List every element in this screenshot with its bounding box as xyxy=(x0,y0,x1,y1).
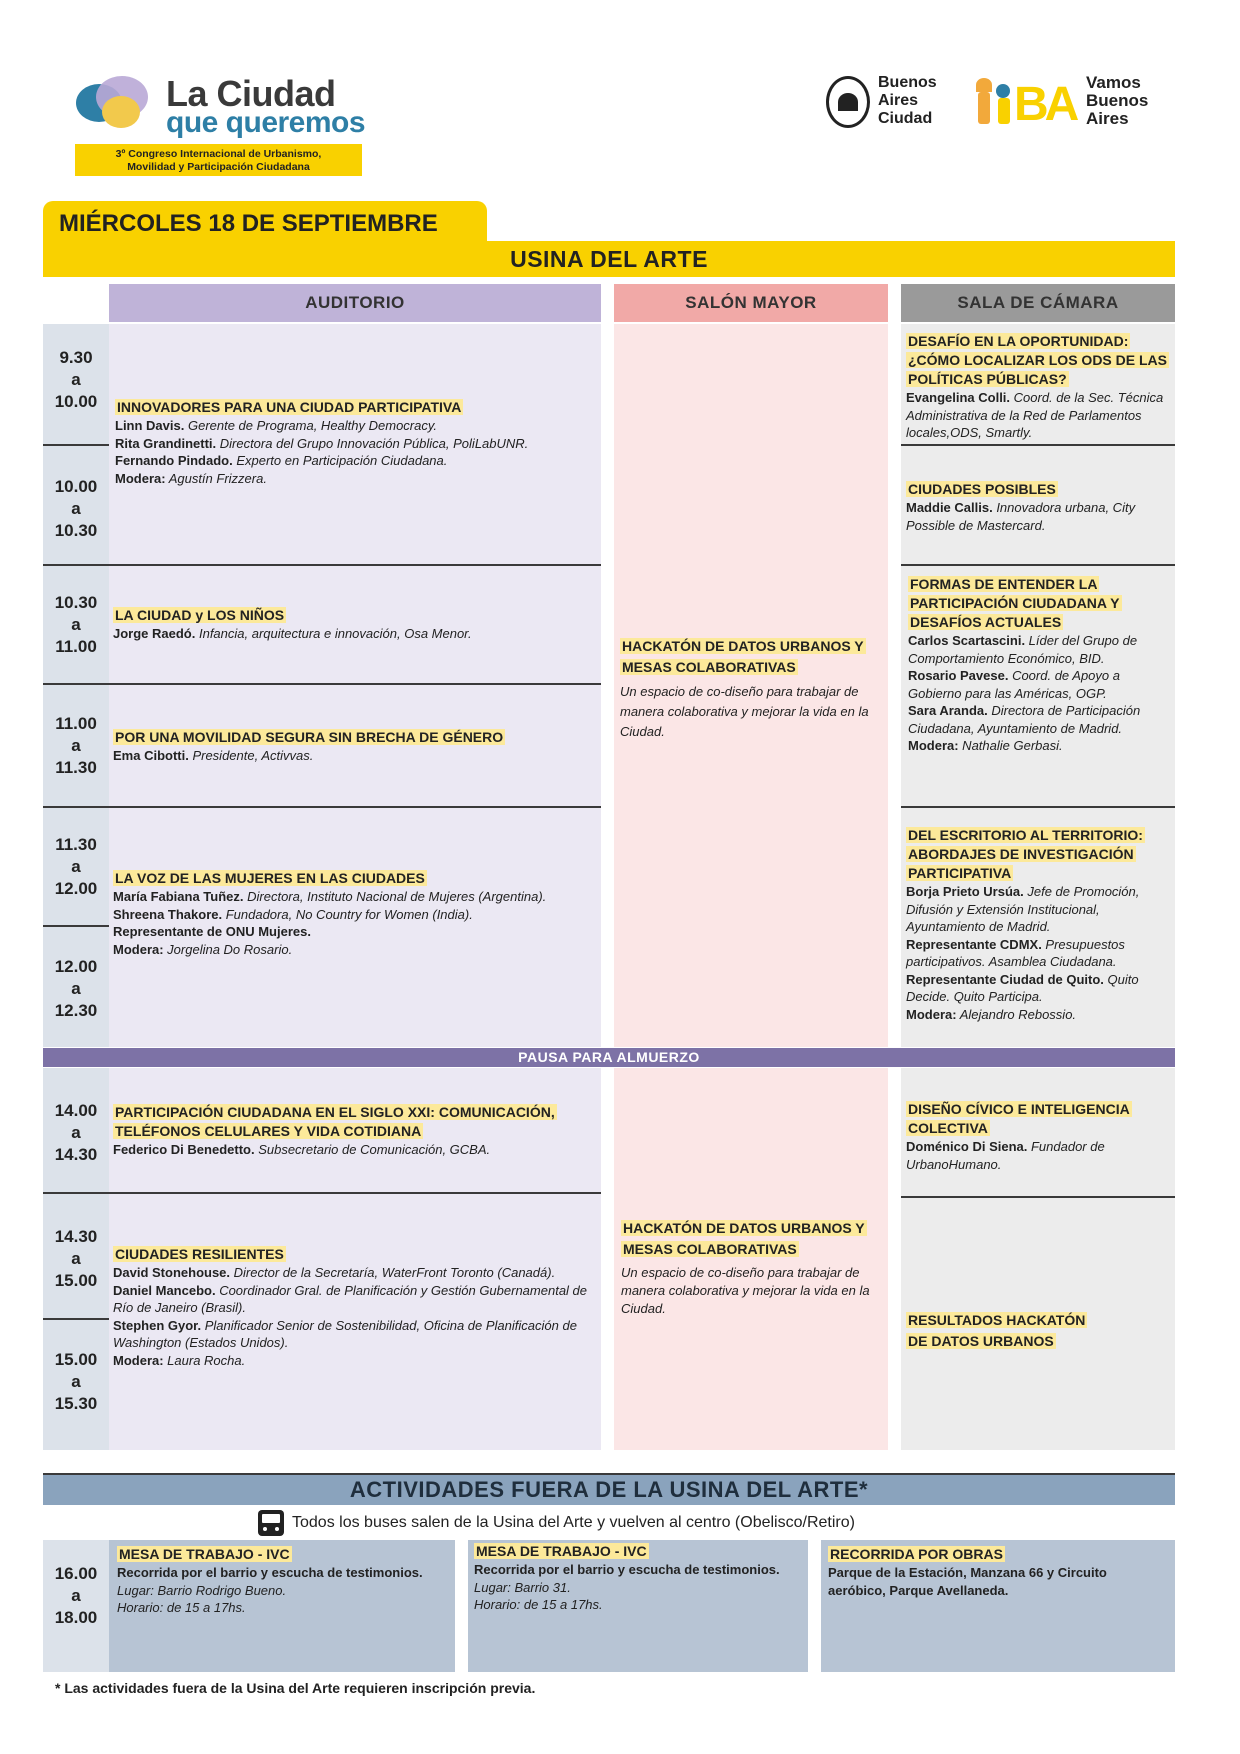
moderator: Modera: Nathalie Gerbasi. xyxy=(908,738,1063,753)
speaker: Linn Davis. Gerente de Programa, Healthy Democracy. xyxy=(115,418,438,433)
time-divider xyxy=(43,1318,109,1320)
buenos-aires-ciudad-logo xyxy=(826,74,956,132)
session-sala-camara xyxy=(906,1100,1172,1173)
speaker: Representante de ONU Mujeres. xyxy=(113,924,311,939)
session-title: DESAFÍO EN LA OPORTUNIDAD: ¿CÓMO LOCALIZAR LOS ODS DE LAS POLÍTICAS PÚBLICAS? xyxy=(908,333,1167,387)
activity-title: MESA DE TRABAJO - IVC xyxy=(119,1546,290,1562)
speaker: Doménico Di Siena. Fundador de UrbanoHumano. xyxy=(906,1139,1105,1172)
vba-line2: Buenos xyxy=(1086,91,1149,110)
session-auditorio xyxy=(113,728,595,765)
speaker: Fernando Pindado. Experto en Participación Ciudadana. xyxy=(115,453,448,468)
ba-line2: Aires xyxy=(878,92,919,109)
time-divider xyxy=(43,683,601,685)
day-header: MIÉRCOLES 18 DE SEPTIEMBRE xyxy=(43,201,487,241)
session-title: LA CIUDAD y LOS NIÑOS xyxy=(115,607,285,623)
outside-activity-content xyxy=(828,1545,1168,1599)
activity-hours: Horario: de 15 a 17hs. xyxy=(117,1600,246,1615)
session-sala-camara xyxy=(906,1310,1106,1352)
logo-subtitle: que queremos xyxy=(166,106,366,139)
speaker: Borja Prieto Ursúa. Jefe de Promoción, Difusión y Extensión Institucional, Ayuntamiento de Madrid. xyxy=(906,884,1140,934)
outside-activities-title: ACTIVIDADES FUERA DE LA USINA DEL ARTE* xyxy=(43,1473,1175,1505)
speaker: Shreena Thakore. Fundadora, No Country for Women (India). xyxy=(113,906,473,922)
ba-mark: BA xyxy=(1014,78,1076,131)
session-title: CIUDADES POSIBLES xyxy=(908,481,1056,497)
session-auditorio xyxy=(113,1103,595,1159)
speaker: Sara Aranda. Directora de Participación Ciudadana, Ayuntamiento de Madrid. xyxy=(908,703,1141,736)
speaker: Federico Di Benedetto. Subsecretario de Comunicación, GCBA. xyxy=(113,1142,491,1157)
row-divider xyxy=(901,806,1175,808)
row-divider xyxy=(43,806,601,808)
congress-logo xyxy=(76,73,366,176)
activity-title: RECORRIDA POR OBRAS xyxy=(830,1546,1003,1562)
session-description: Un espacio de co-diseño para trabajar de manera colaborativa y mejorar la vida en la Ciudad. xyxy=(621,1265,870,1316)
speaker: Daniel Mancebo. Coordinador Gral. de Planificación y Gestión Gubernamental de Río de Janeiro (Brasil). xyxy=(113,1282,588,1315)
session-title: RESULTADOS HACKATÓN DE DATOS URBANOS xyxy=(908,1312,1086,1349)
moderator: Modera: Laura Rocha. xyxy=(113,1352,246,1368)
speaker: Maddie Callis. Innovadora urbana, City Possible de Mastercard. xyxy=(906,500,1136,533)
speaker: Ema Cibotti. Presidente, Activvas. xyxy=(113,748,314,763)
activity-text: Recorrida por el barrio y escucha de testimonios. xyxy=(474,1562,780,1577)
vba-line1: Vamos xyxy=(1086,73,1141,92)
row-divider xyxy=(901,444,1175,446)
logo-band xyxy=(75,144,362,176)
session-sala-camara xyxy=(908,575,1172,755)
bus-icon xyxy=(258,1510,284,1536)
session-sala-camara xyxy=(906,480,1172,534)
speaker: Jorge Raedó. Infancia, arquitectura e innovación, Osa Menor. xyxy=(113,626,472,641)
moderator: Modera: Alejandro Rebossio. xyxy=(906,1006,1077,1022)
session-sala-camara xyxy=(906,826,1172,1023)
moderator: Modera: Jorgelina Do Rosario. xyxy=(113,941,293,957)
session-title: HACKATÓN DE DATOS URBANOS Y MESAS COLABORATIVAS xyxy=(622,638,864,675)
session-title: CIUDADES RESILIENTES xyxy=(115,1246,284,1262)
speaker: Representante Ciudad de Quito. Quito Decide. Quito Participa. xyxy=(906,971,1139,1004)
session-title: PARTICIPACIÓN CIUDADANA EN EL SIGLO XXI: COMUNICACIÓN, TELÉFONOS CELULARES Y VIDA COTIDIANA xyxy=(115,1104,555,1139)
speaker: María Fabiana Tuñez. Directora, Instituto Nacional de Mujeres (Argentina). xyxy=(113,889,547,904)
activity-text: Parque de la Estación, Manzana 66 y Circuito aeróbico, Parque Avellaneda. xyxy=(828,1565,1107,1598)
time-column-morning xyxy=(43,324,109,1047)
speaker: Stephen Gyor. Planificador Senior de Sostenibilidad, Oficina de Planificación de Washington (Estados Unidos). xyxy=(113,1317,577,1350)
session-auditorio xyxy=(113,606,595,643)
speaker: Carlos Scartascini. Líder del Grupo de Comportamiento Económico, BID. xyxy=(908,633,1138,666)
workers-icon xyxy=(974,78,1018,128)
speech-bubble-icon xyxy=(102,96,140,128)
time-slot: 10.30 a 11.00 xyxy=(54,593,98,656)
speaker: Evangelina Colli. Coord. de la Sec. Técnica Administrativa de la Red de Parlamentos locales,ODS, Smartly. xyxy=(906,390,1164,440)
logo-title: La Ciudad xyxy=(166,73,336,114)
bus-note xyxy=(258,1510,998,1536)
logo-band-line2: Movilidad y Participación Ciudadana xyxy=(127,161,310,173)
activity-place: Lugar: Barrio Rodrigo Bueno. xyxy=(117,1582,287,1598)
vba-line3: Aires xyxy=(1086,109,1129,128)
row-divider xyxy=(43,564,601,566)
time-slot: 11.00 a 11.30 xyxy=(55,714,97,777)
time-slot: 10.00 a 10.30 xyxy=(54,477,98,540)
time-slot: 11.30 a 12.00 xyxy=(54,835,98,898)
column-salon-mayor: SALÓN MAYOR xyxy=(614,284,888,322)
session-title: INNOVADORES PARA UNA CIUDAD PARTICIPATIVA xyxy=(117,399,462,415)
session-title: DEL ESCRITORIO AL TERRITORIO: ABORDAJES DE INVESTIGACIÓN PARTICIPATIVA xyxy=(908,827,1143,881)
session-auditorio xyxy=(113,869,595,958)
session-title: LA VOZ DE LAS MUJERES EN LAS CIUDADES xyxy=(115,870,425,886)
session-salon-mayor xyxy=(621,1218,883,1318)
time-slot: 16.00 a 18.00 xyxy=(54,1564,98,1627)
moderator: Modera: Agustín Frizzera. xyxy=(115,470,267,486)
outside-activity-content xyxy=(474,1542,794,1614)
time-divider xyxy=(43,925,109,927)
outside-activity-content xyxy=(117,1545,447,1617)
time-slot: 14.00 a 14.30 xyxy=(54,1101,98,1164)
column-sala-camara: SALA DE CÁMARA xyxy=(901,284,1175,322)
session-title: FORMAS DE ENTENDER LA PARTICIPACIÓN CIUDADANA Y DESAFÍOS ACTUALES xyxy=(910,576,1120,630)
speaker: Rosario Pavese. Coord. de Apoyo a Gobierno para las Américas, OGP. xyxy=(908,668,1120,701)
speaker: Representante CDMX. Presupuestos participativos. Asamblea Ciudadana. xyxy=(906,936,1125,969)
session-description: Un espacio de co-diseño para trabajar de manera colaborativa y mejorar la vida en la Ciudad. xyxy=(620,684,869,739)
time-divider xyxy=(43,444,109,446)
time-slot: 15.00 a 15.30 xyxy=(54,1350,98,1413)
ba-line1: Buenos xyxy=(878,74,937,91)
venue-bar: USINA DEL ARTE xyxy=(43,241,1175,277)
speaker: Rita Grandinetti. Directora del Grupo Innovación Pública, PoliLabUNR. xyxy=(115,435,529,451)
speaker: David Stonehouse. Director de la Secretaría, WaterFront Toronto (Canadá). xyxy=(113,1265,556,1280)
row-divider xyxy=(901,564,1175,566)
logo-band-line1: 3º Congreso Internacional de Urbanismo, xyxy=(115,148,322,160)
activity-title: MESA DE TRABAJO - IVC xyxy=(476,1543,647,1559)
time-slot: 12.00 a 12.30 xyxy=(54,957,98,1020)
footnote: * Las actividades fuera de la Usina del Arte requieren inscripción previa. xyxy=(55,1680,536,1696)
vamos-buenos-aires-logo xyxy=(974,74,1184,132)
bus-note-text: Todos los buses salen de la Usina del Arte y vuelven al centro (Obelisco/Retiro) xyxy=(292,1514,855,1531)
activity-hours: Horario: de 15 a 17hs. xyxy=(474,1597,603,1612)
ba-line3: Ciudad xyxy=(878,110,933,127)
city-seal-icon xyxy=(826,76,870,128)
time-slot: 9.30 a 10.00 xyxy=(54,348,98,411)
column-auditorio: AUDITORIO xyxy=(109,284,601,322)
activity-place: Lugar: Barrio 31. xyxy=(474,1579,571,1595)
lunch-break-bar: PAUSA PARA ALMUERZO xyxy=(43,1048,1175,1067)
session-title: DISEÑO CÍVICO E INTELIGENCIA COLECTIVA xyxy=(908,1101,1130,1136)
time-slot: 14.30 a 15.00 xyxy=(54,1227,98,1290)
session-salon-mayor xyxy=(620,636,884,742)
session-title: POR UNA MOVILIDAD SEGURA SIN BRECHA DE GÉNERO xyxy=(115,729,504,745)
session-title: HACKATÓN DE DATOS URBANOS Y MESAS COLABORATIVAS xyxy=(623,1220,865,1257)
session-sala-camara xyxy=(906,332,1172,442)
activity-text: Recorrida por el barrio y escucha de testimonios. xyxy=(117,1565,423,1580)
row-divider xyxy=(43,1192,601,1194)
session-auditorio xyxy=(115,398,595,487)
row-divider xyxy=(901,1196,1175,1198)
session-auditorio xyxy=(113,1245,595,1369)
